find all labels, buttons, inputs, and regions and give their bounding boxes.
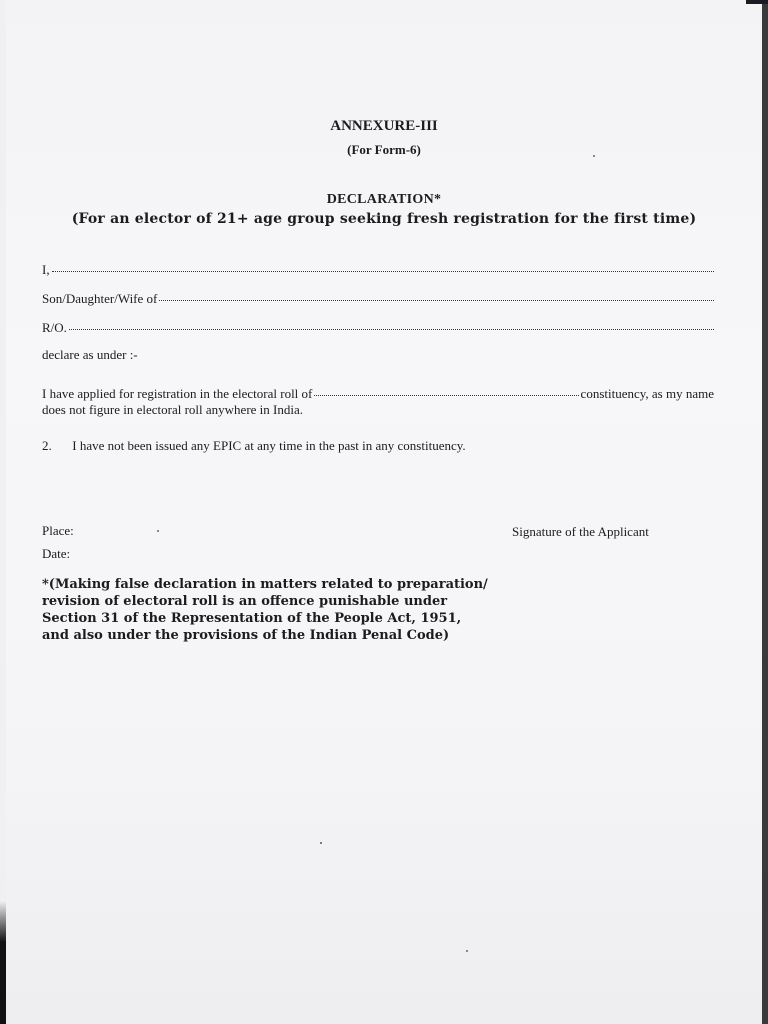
name-field — [42, 262, 714, 278]
paper-speck — [157, 530, 159, 532]
false-declaration-note — [42, 576, 488, 644]
point-one-line2: does not figure in electoral roll anywhere in India. — [42, 402, 303, 417]
name-label: I, — [42, 262, 50, 277]
name-blank-line — [52, 271, 714, 272]
relation-label: Son/Daughter/Wife of — [42, 291, 158, 306]
form-reference: (For Form-6) — [347, 142, 421, 157]
note-line: revision of electoral roll is an offence punishable under — [42, 594, 448, 609]
constituency-blank-line — [314, 395, 578, 396]
residence-field — [42, 320, 714, 336]
point-one-start: I have applied for registration in the electoral roll of — [42, 386, 313, 401]
paper-speck — [320, 842, 322, 844]
declaration-title: DECLARATION* — [326, 192, 442, 207]
declaration-subtitle: (For an elector of 21+ age group seeking fresh registration for the first time) — [71, 211, 697, 227]
relation-field — [42, 291, 714, 307]
point-one — [42, 386, 714, 418]
page-corner-shadow — [746, 0, 768, 4]
note-line: *(Making false declaration in matters related to preparation/ — [42, 577, 488, 592]
annexure-title: ANNEXURE-III — [330, 118, 438, 134]
declare-intro: declare as under :- — [42, 347, 138, 362]
paper-speck — [466, 950, 468, 952]
point-two-text: I have not been issued any EPIC at any time in the past in any constituency. — [72, 438, 466, 453]
point-two — [42, 438, 714, 454]
point-two-number: 2. — [42, 438, 52, 453]
residence-label: R/O. — [42, 320, 67, 335]
note-line: and also under the provisions of the Indian Penal Code) — [42, 628, 450, 643]
signature-label: Signature of the Applicant — [512, 524, 649, 539]
point-one-end: constituency, as my name — [580, 386, 714, 401]
residence-blank-line — [69, 329, 714, 330]
relation-blank-line — [159, 300, 714, 301]
place-label: Place: — [42, 523, 74, 538]
date-label: Date: — [42, 546, 71, 561]
paper-speck — [593, 155, 595, 157]
note-line: Section 31 of the Representation of the People Act, 1951, — [42, 611, 462, 626]
